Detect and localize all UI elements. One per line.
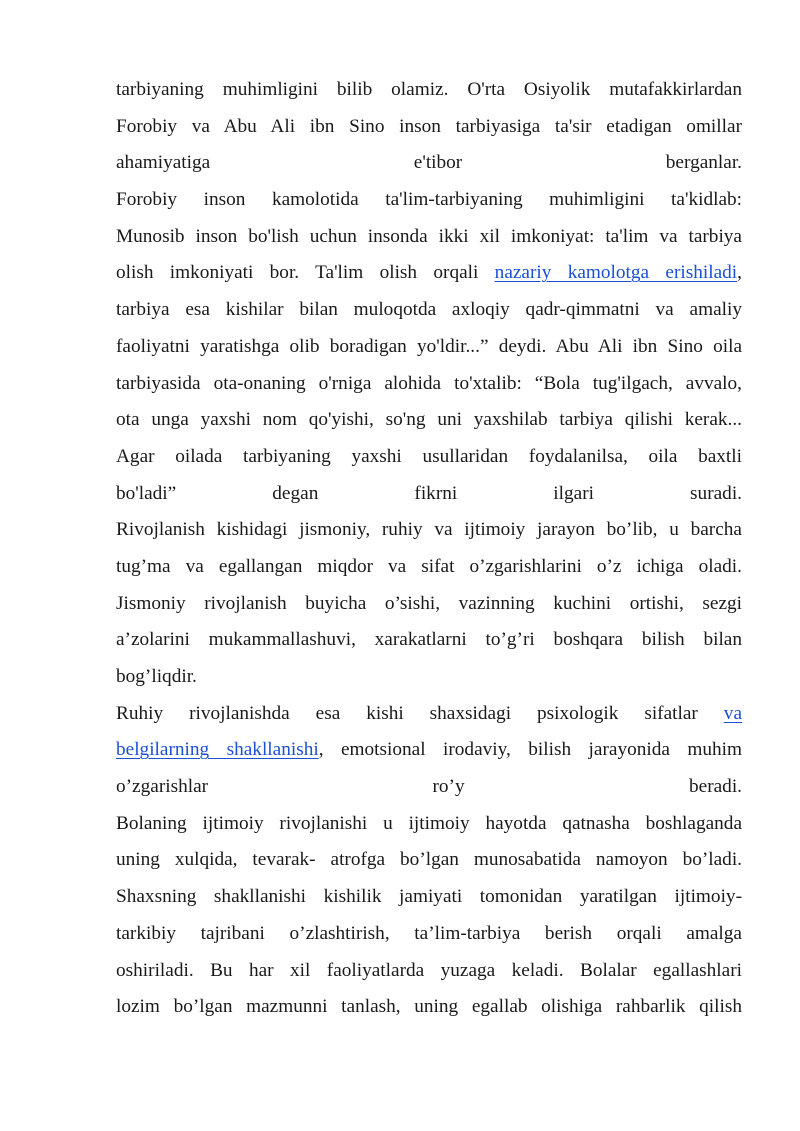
text-line: tarbiyasida ota-onaning o'rniga alohida to'xtalib: “Bola tug'ilgach, avvalo, xyxy=(116,372,742,394)
hyperlink[interactable]: va xyxy=(723,702,742,724)
text-line: ahamiyatiga e'tibor berganlar. xyxy=(116,152,742,174)
text-line: oshiriladi. Bu har xil faoliyatlarda yuzaga keladi. Bolalar egallashlari xyxy=(116,959,742,981)
hyperlink[interactable]: nazariy kamolotga erishiladi xyxy=(494,262,738,284)
text-segment: , emotsional irodaviy, bilish jarayonida muhim xyxy=(318,739,742,761)
text-line: tarbiya esa kishilar bilan muloqotda axloqiy qadr-qimmatni va amaliy xyxy=(116,299,742,321)
text-line: Shaxsning shakllanishi kishilik jamiyati tomonidan yaratilgan ijtimoiy- xyxy=(116,886,742,908)
text-line: Jismoniy rivojlanish buyicha o’sishi, vazinning kuchini ortishi, sezgi xyxy=(116,592,742,614)
text-line: Forobiy va Abu Ali ibn Sino inson tarbiyasiga ta'sir etadigan omillar xyxy=(116,115,742,137)
text-line: Agar oilada tarbiyaning yaxshi usullaridan foydalanilsa, oila baxtli xyxy=(116,445,742,467)
text-line: faoliyatni yaratishga olib boradigan yo'ldir...” deydi. Abu Ali ibn Sino oila xyxy=(116,335,742,357)
text-line: tarbiyaning muhimligini bilib olamiz. O'rta Osiyolik mutafakkirlardan xyxy=(116,79,742,100)
text-line xyxy=(116,732,742,769)
text-line: uning xulqida, tevarak- atrofga bo’lgan munosabatida namoyon bo’ladi. xyxy=(116,849,742,871)
text-line: tug’ma va egallangan miqdor va sifat o’zgarishlarini o’z ichiga oladi. xyxy=(116,555,742,577)
document-body xyxy=(116,72,742,1026)
text-line: lozim bo’lgan mazmunni tanlash, uning egallab olishiga rahbarlik qilish xyxy=(116,996,742,1018)
text-line: Munosib inson bo'lish uchun insonda ikki xil imkoniyat: ta'lim va tarbiya xyxy=(116,225,742,247)
text-line xyxy=(116,696,742,733)
text-line: Bolaning ijtimoiy rivojlanishi u ijtimoiy hayotda qatnasha boshlaganda xyxy=(116,812,742,834)
text-line: bo'ladi” degan fikrni ilgari suradi. xyxy=(116,482,742,504)
text-segment: Ruhiy rivojlanishda esa kishi shaxsidagi psixologik sifatlar xyxy=(116,702,724,724)
text-segment: olish imkoniyati bor. Ta'lim olish orqali xyxy=(116,262,495,284)
text-line: ota unga yaxshi nom qo'yishi, so'ng uni yaxshilab tarbiya qilishi kerak... xyxy=(116,409,742,431)
text-line: bog’liqdir. xyxy=(116,666,197,687)
text-line: a’zolarini mukammallashuvi, xarakatlarni to’g’ri boshqara bilish bilan xyxy=(116,629,742,651)
hyperlink[interactable]: belgilarning shakllanishi xyxy=(116,739,319,761)
text-line: Forobiy inson kamolotida ta'lim-tarbiyaning muhimligini ta'kidlab: xyxy=(116,189,742,211)
text-line: o’zgarishlar ro’y beradi. xyxy=(116,776,742,798)
text-line xyxy=(116,255,742,292)
text-line: tarkibiy tajribani o’zlashtirish, ta’lim-tarbiya berish orqali amalga xyxy=(116,922,742,944)
text-segment: , xyxy=(737,262,742,284)
text-line: Rivojlanish kishidagi jismoniy, ruhiy va ijtimoiy jarayon bo’lib, u barcha xyxy=(116,519,742,541)
